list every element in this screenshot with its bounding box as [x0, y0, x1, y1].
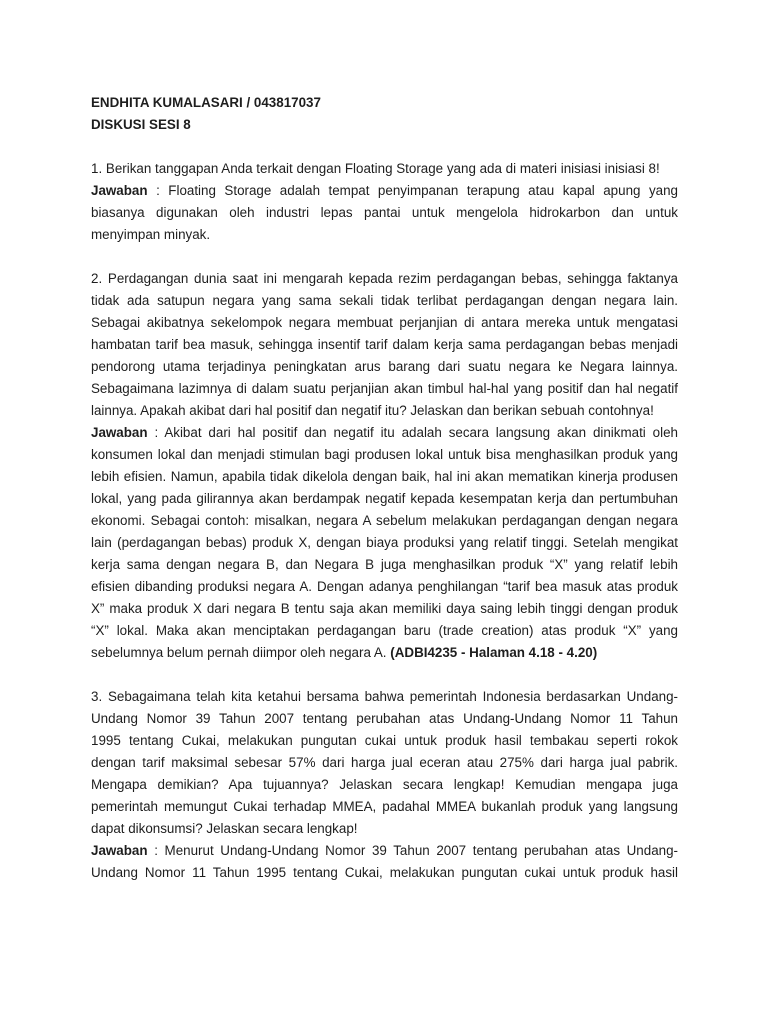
jawaban-label: Jawaban — [91, 425, 148, 440]
answer-2-line: lain (perdagangan bebas) produk X, dengan biaya produksi yang relatif tinggi. Setelah mengikat — [91, 535, 678, 550]
answer-2-line: “X” lokal. Maka akan menciptakan perdagangan baru (trade creation) atas produk “X” yang — [91, 623, 678, 638]
answer-2-line: lebih efisien. Namun, apabila tidak dikelola dengan baik, hal ini akan mematikan kinerja produsen — [91, 469, 678, 484]
answer-1-line: menyimpan minyak. — [91, 227, 211, 242]
question-1 — [91, 158, 678, 246]
question-3-line: 1995 tentang Cukai, melakukan pungutan cukai untuk produk hasil tembakau seperti rokok — [91, 733, 678, 748]
author-line: ENDHITA KUMALASARI / 043817037 — [91, 95, 321, 110]
answer-2-line: ekonomi. Sebagai contoh: misalkan, negara A sebelum melakukan perdagangan dengan negara — [91, 513, 678, 528]
answer-3-text: : Menurut Undang-Undang Nomor 39 Tahun 2007 tentang perubahan atas Undang- — [154, 843, 678, 858]
question-1-line: 1. Berikan tanggapan Anda terkait dengan Floating Storage yang ada di materi inisiasi inisiasi 8! — [91, 161, 660, 176]
question-2-line: pendorong utama terjadinya peningkatan arus barang dari suatu negara ke Negara lainnya. — [91, 359, 678, 374]
spacer — [91, 246, 678, 268]
question-3-line: dengan tarif maksimal sebesar 57% dari harga jual eceran atau 275% dari harga jual pabrik. — [91, 755, 678, 770]
answer-2-line: lokal, yang pada gilirannya akan berdampak negatif kepada kesempatan kerja dan pertumbuhan — [91, 491, 678, 506]
question-2-line: tidak ada satupun negara yang sama sekali tidak terlibat perdagangan dengan negara lain. — [91, 293, 678, 308]
session-title: DISKUSI SESI 8 — [91, 117, 191, 132]
question-3-line: 3. Sebagaimana telah kita ketahui bersama bahwa pemerintah Indonesia berdasarkan Undang- — [91, 689, 678, 704]
answer-2-line — [91, 642, 678, 664]
question-2 — [91, 268, 678, 664]
spacer — [91, 664, 678, 686]
answer-2-line — [91, 422, 678, 444]
jawaban-label: Jawaban — [91, 843, 148, 858]
answer-2-line: X” maka produk X dari negara B tentu saja akan memiliki daya saing lebih tinggi dengan produk — [91, 601, 678, 616]
spacer — [91, 136, 678, 158]
question-3-line: Mengapa demikian? Apa tujuannya? Jelaskan secara lengkap! Kemudian mengapa juga — [91, 777, 678, 792]
answer-2-line: kerja sama dengan negara B, dan Negara B juga menghasilkan produk “X” yang relatif lebih — [91, 557, 678, 572]
citation: (ADBI4235 - Halaman 4.18 - 4.20) — [390, 645, 598, 660]
answer-3-line: Undang Nomor 11 Tahun 1995 tentang Cukai, melakukan pungutan cukai untuk produk hasil — [91, 865, 678, 880]
question-2-line: lainnya. Apakah akibat dari hal positif dan negatif itu? Jelaskan dan berikan sebuah contohnya! — [91, 403, 654, 418]
question-2-line: Sebagaimana lazimnya di dalam suatu perjanjian akan timbul hal-hal yang positif dan hal negatif — [91, 381, 678, 396]
answer-2-line: efisien dibanding produksi negara A. Dengan adanya penghilangan “tarif bea masuk atas produk — [91, 579, 678, 594]
question-2-line: 2. Perdagangan dunia saat ini mengarah kepada rezim perdagangan bebas, sehingga faktanya — [91, 271, 678, 286]
document-body — [91, 92, 678, 884]
answer-3-line — [91, 840, 678, 862]
answer-1-line — [91, 180, 678, 202]
answer-2-text: sebelumnya belum pernah diimpor oleh negara A. — [91, 645, 387, 660]
answer-2-line: konsumen lokal dan menjadi stimulan bagi produsen lokal untuk bisa menghasilkan produk yang — [91, 447, 678, 462]
jawaban-label: Jawaban — [91, 183, 148, 198]
question-3-line: dapat dikonsumsi? Jelaskan secara lengkap! — [91, 821, 358, 836]
question-2-line: Sebagai akibatnya sekelompok negara membuat perjanjian di antara mereka untuk mengatasi — [91, 315, 678, 330]
answer-1-line: biasanya digunakan oleh industri lepas pantai untuk mengelola hidrokarbon dan untuk — [91, 205, 678, 220]
question-3-line: Undang Nomor 39 Tahun 2007 tentang perubahan atas Undang-Undang Nomor 11 Tahun — [91, 711, 678, 726]
question-3 — [91, 686, 678, 884]
answer-1-text: : Floating Storage adalah tempat penyimpanan terapung atau kapal apung yang — [156, 183, 678, 198]
question-2-line: hambatan tarif bea masuk, sehingga insentif tarif dalam kerja sama perdagangan bebas menjadi — [91, 337, 678, 352]
answer-2-text: : Akibat dari hal positif dan negatif itu adalah secara langsung akan dinikmati oleh — [154, 425, 678, 440]
question-3-line: pemerintah memungut Cukai terhadap MMEA, padahal MMEA bukanlah produk yang langsung — [91, 799, 678, 814]
